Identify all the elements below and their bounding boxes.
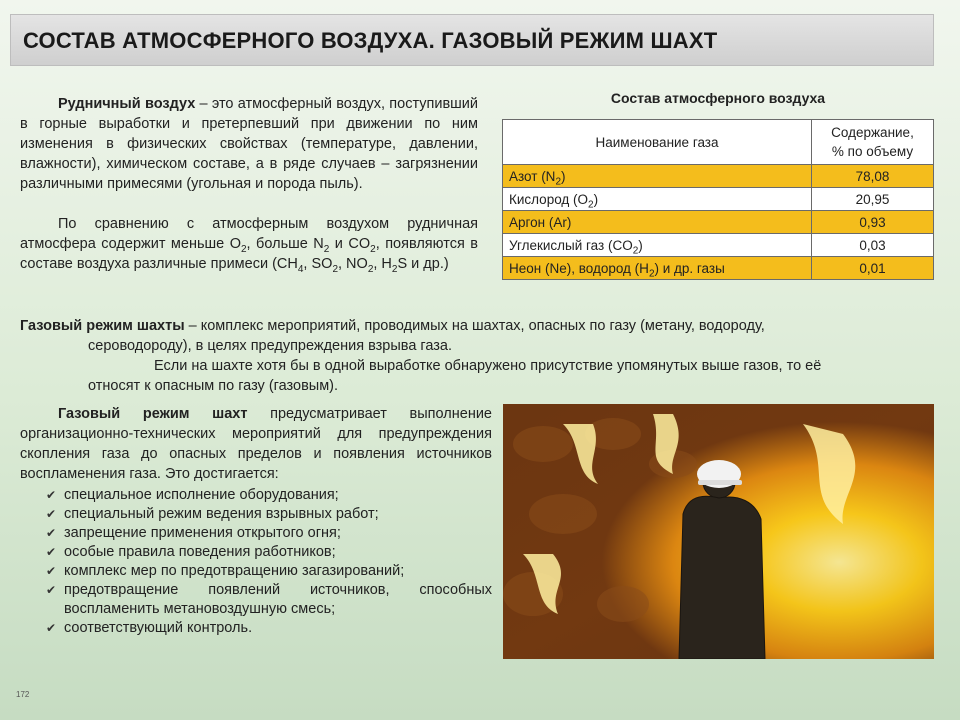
compare-text: и CO [329,236,371,252]
table-title: Состав атмосферного воздуха [610,90,826,106]
gas-label-tail: ) и др. газы [654,260,725,276]
compare-text: , SO [303,256,333,272]
checkmark-icon: ✔ [46,488,57,502]
gas-name [503,257,812,280]
checkmark-icon: ✔ [46,564,57,578]
compare-text: , больше N [246,236,324,252]
compare-text: По сравнению с атмосферным воздухом рудничная атмосфера содержит меньше O [20,216,478,252]
gas-label: Аргон (Ar) [509,214,572,230]
gas-value: 20,95 [812,188,934,211]
checkmark-icon: ✔ [46,545,57,559]
air-composition-table [502,119,934,280]
regime-line1: – комплекс мероприятий, проводимых на шахтах, опасных по газу (метану, водороду, [184,318,765,334]
title-bar [10,14,934,66]
list-item-text: специальный режим ведения взрывных работ; [64,506,379,522]
list-item-text: комплекс мер по предотвращению загазирований; [64,563,405,579]
gas-regime-definition [20,316,926,396]
intro-text: – это атмосферный воздух, поступивший в горные выработки и претерпевший при движении по ним изменения в физических свойствах (температуре, давлении, влажности), химическом составе, а в ряде случаев – загрязнении различными примесями (угольная и порода пыль). [20,96,478,192]
list-item [46,562,492,581]
gas-label: Углекислый газ (CO [509,237,633,253]
comparison-paragraph [20,214,478,274]
gas-value: 0,93 [812,211,934,234]
subscript: 2 [367,263,374,275]
list-item [46,619,492,638]
subscript: 2 [555,176,561,188]
provides-text: предусматривает выполнение организационно-технических мероприятий для предупреждения скопления газа до опасных пределов и появления источников воспламенения газа. Это достигается: [20,406,492,482]
gas-label: Азот (N [509,168,556,184]
table-row [503,188,934,211]
checkmark-icon: ✔ [46,507,57,521]
subscript: 2 [588,199,594,211]
subscript: 2 [240,243,247,255]
regime-line4: относят к опасным по газу (газовым). [88,378,339,394]
page-number: 172 [16,690,30,699]
gas-name [503,188,812,211]
checkmark-icon: ✔ [46,583,57,597]
compare-text: , появляются в составе воздуха различные примеси (CH [20,236,478,272]
table-row [503,257,934,280]
checkmark-icon: ✔ [46,621,57,635]
intro-term: Рудничный воздух [58,96,196,112]
subscript: 2 [370,243,376,255]
gas-name [503,211,812,234]
subscript: 2 [391,263,398,275]
gas-name [503,165,812,188]
intro-paragraph [20,94,478,194]
table-row [503,234,934,257]
table-row [503,211,934,234]
table-row [503,165,934,188]
gas-label: Кислород (O [509,191,589,207]
compare-text: , H [373,256,392,272]
gas-label-tail: ) [561,168,566,184]
gas-label: Неон (Ne), водород (H [509,260,649,276]
table-header-row [503,120,934,165]
regime-line2: сероводороду), в целях предупреждения взрыва газа. [88,338,453,354]
list-item-text: специальное исполнение оборудования; [64,487,339,503]
list-item-text: запрещение применения открытого огня; [64,525,341,541]
subscript: 4 [297,263,304,275]
subscript: 2 [648,268,655,280]
content-header [812,120,934,165]
regime-line3: Если на шахте хотя бы в одной выработке обнаружено присутствие упомянутых выше газов, то её [154,358,822,374]
gas-name [503,234,812,257]
regime-term: Газовый режим шахты [20,318,185,334]
checkmark-icon: ✔ [46,526,57,540]
gas-label-tail: ) [593,191,599,207]
list-item [46,524,492,543]
compare-text: S и др.) [397,256,449,272]
gas-name-header: Наименование газа [503,120,812,165]
gas-value: 0,03 [812,234,934,257]
subscript: 2 [632,245,639,257]
gas-label-tail: ) [638,237,643,253]
provides-term: Газовый режим шахт [58,406,248,422]
list-item [46,581,492,619]
provisions-paragraph [20,404,492,484]
list-item [46,543,492,562]
subscript: 2 [332,263,338,275]
content-header-line1: Содержание, [831,125,914,140]
compare-text: , NO [338,256,368,272]
list-item [46,505,492,524]
list-item-text: особые правила поведения работников; [64,544,336,560]
list-item-text: предотвращение появлений источников, способных воспламенить метановоздушную смесь; [64,582,492,617]
list-item-text: соответствующий контроль. [64,620,253,636]
list-item [46,486,492,505]
subscript: 2 [323,243,330,255]
measures-list [46,486,492,638]
gas-value: 78,08 [812,165,934,188]
content-header-line2: % по объему [831,144,914,159]
page-title: СОСТАВ АТМОСФЕРНОГО ВОЗДУХА. ГАЗОВЫЙ РЕЖИМ ШАХТ [23,28,718,53]
mine-fire-photo [503,404,934,659]
gas-value: 0,01 [812,257,934,280]
